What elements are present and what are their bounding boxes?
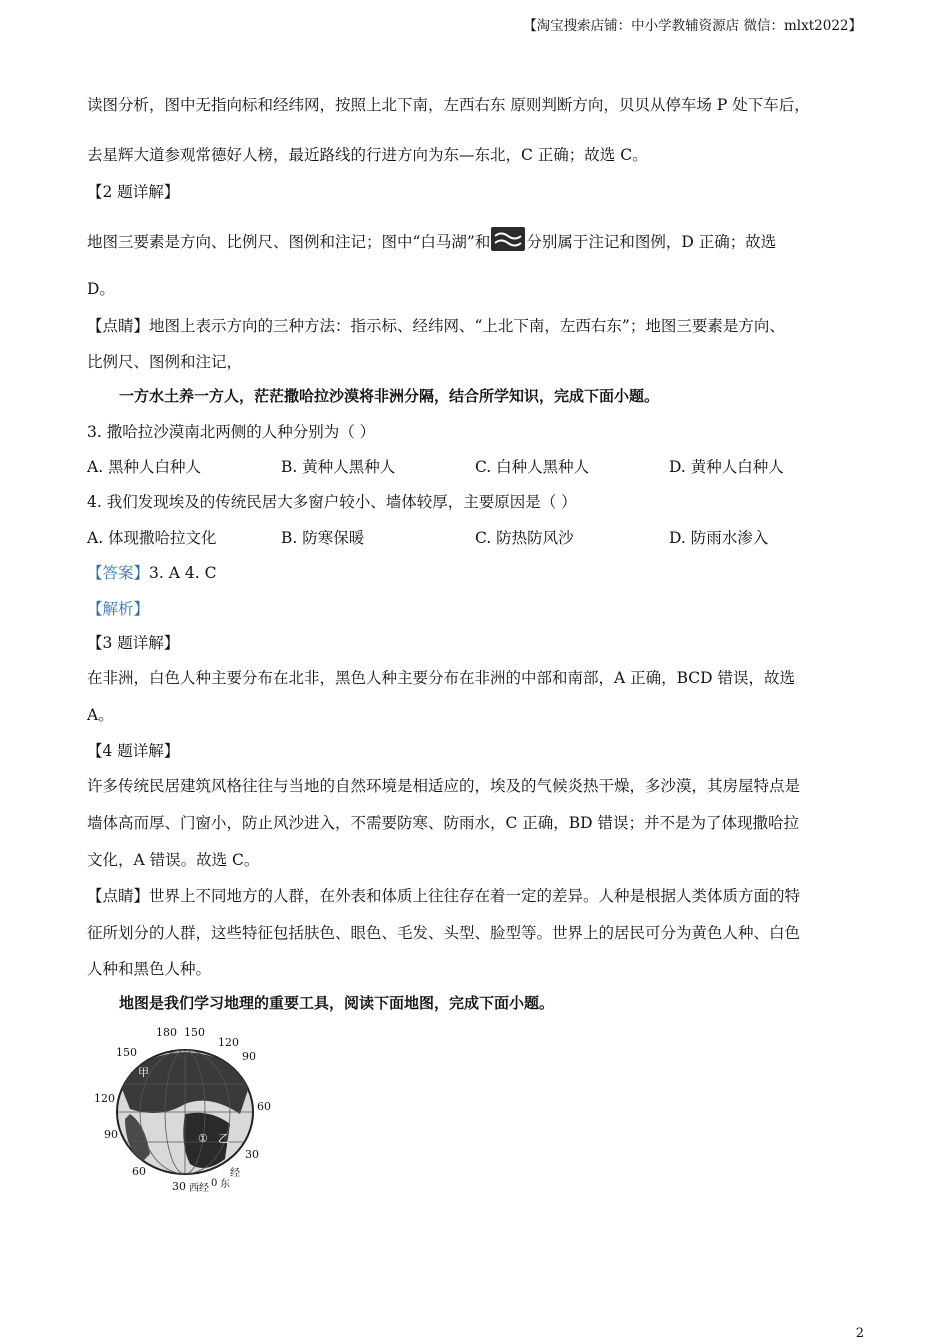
text-line: 在非洲，白色人种主要分布在北非，黑色人种主要分布在非洲的中部和南部，A 正确，BCD 错误，故选 <box>87 669 796 687</box>
text-line: D。 <box>87 280 115 298</box>
section-heading: 【2 题详解】 <box>87 183 180 201</box>
question-3-options <box>87 455 867 477</box>
page-header: 【淘宝搜索店铺：中小学教辅资源店 微信：mlxt2022】 <box>523 18 862 34</box>
text-line: 比例尺、图例和注记， <box>87 353 243 371</box>
text-line: 人种和黑色人种。 <box>87 960 212 978</box>
text-line: A。 <box>87 706 114 724</box>
answer-tag: 【答案】 <box>87 564 150 582</box>
globe-map <box>90 1024 280 1194</box>
option-a: A. 黑种人白种人 <box>87 458 202 476</box>
text-line: 墙体高而厚、门窗小，防止风沙进入，不需要防寒、防雨水，C 正确，BD 错误；并不是为了体现撒哈拉 <box>87 814 800 832</box>
text-line: 去星辉大道参观常德好人榜，最近路线的行进方向为东—东北，C 正确；故选 C。 <box>87 146 648 164</box>
option-c: C. 防热防风沙 <box>475 529 574 547</box>
globe-label: 90 <box>104 1128 118 1141</box>
legend-symbol-icon <box>491 227 525 251</box>
text-line: 许多传统民居建筑风格往往与当地的自然环境是相适应的，埃及的气候炎热干燥，多沙漠，其房屋特点是 <box>87 777 801 795</box>
text-line: 文化，A 错误。故选 C。 <box>87 851 260 869</box>
globe-label: 0 <box>211 1178 218 1189</box>
globe-label: 150 <box>184 1026 205 1039</box>
question-intro: 地图是我们学习地理的重要工具，阅读下面地图，完成下面小题。 <box>119 994 555 1012</box>
globe-label: 西经 <box>189 1183 209 1194</box>
page-number: 2 <box>855 1326 864 1341</box>
analysis-tag: 【解析】 <box>87 600 150 618</box>
globe-label: 120 <box>94 1092 115 1105</box>
globe-label: ① <box>198 1132 208 1145</box>
globe-label: 经 <box>230 1168 240 1179</box>
globe-label: 60 <box>132 1165 146 1178</box>
question-3: 3. 撒哈拉沙漠南北两侧的人种分别为（ ） <box>87 423 376 441</box>
option-c: C. 白种人黑种人 <box>475 458 590 476</box>
tip-line: 【点睛】地图上表示方向的三种方法：指示标、经纬网、“上北下南，左西右东”；地图三要素是方向、 <box>87 317 785 335</box>
globe-label: 120 <box>218 1036 239 1049</box>
option-b: B. 防寒保暖 <box>281 529 365 547</box>
text-segment: 分别属于注记和图例，D 正确；故选 <box>526 233 777 251</box>
section-heading: 【3 题详解】 <box>87 634 180 652</box>
globe-label: 30 <box>245 1148 259 1161</box>
text-segment: 地图三要素是方向、比例尺、图例和注记；图中“白马湖”和 <box>87 233 491 251</box>
section-heading: 【4 题详解】 <box>87 742 180 760</box>
question-4-options <box>87 526 867 548</box>
globe-label: 30 <box>172 1180 186 1193</box>
option-d: D. 黄种人白种人 <box>669 458 784 476</box>
option-d: D. 防雨水渗入 <box>669 529 769 547</box>
globe-label: 甲 <box>138 1066 149 1079</box>
text-line: 征所划分的人群，这些特征包括肤色、眼色、毛发、头型、脸型等。世界上的居民可分为黄色人种、白色 <box>87 924 801 942</box>
answer-line <box>87 561 216 583</box>
globe-label: 90 <box>242 1050 256 1063</box>
option-a: A. 体现撒哈拉文化 <box>87 529 217 547</box>
question-intro: 一方水土养一方人，茫茫撒哈拉沙漠将非洲分隔，结合所学知识，完成下面小题。 <box>119 387 660 405</box>
globe-label: 乙 <box>218 1132 229 1145</box>
question-4: 4. 我们发现埃及的传统民居大多窗户较小、墙体较厚，主要原因是（ ） <box>87 493 577 511</box>
tip-line: 【点睛】世界上不同地方的人群，在外表和体质上往往存在着一定的差异。人种是根据人类体质方面的特 <box>87 887 801 905</box>
text-line: 读图分析，图中无指向标和经纬网，按照上北下南，左西右东 原则判断方向，贝贝从停车场 P 处下车后， <box>87 96 810 114</box>
option-b: B. 黄种人黑种人 <box>281 458 396 476</box>
globe-label: 180 <box>156 1026 177 1039</box>
globe-label: 150 <box>116 1046 137 1059</box>
answer-text: 3. A 4. C <box>149 564 217 582</box>
globe-label: 东 <box>220 1179 230 1190</box>
text-line <box>87 227 776 252</box>
globe-label: 60 <box>257 1100 271 1113</box>
